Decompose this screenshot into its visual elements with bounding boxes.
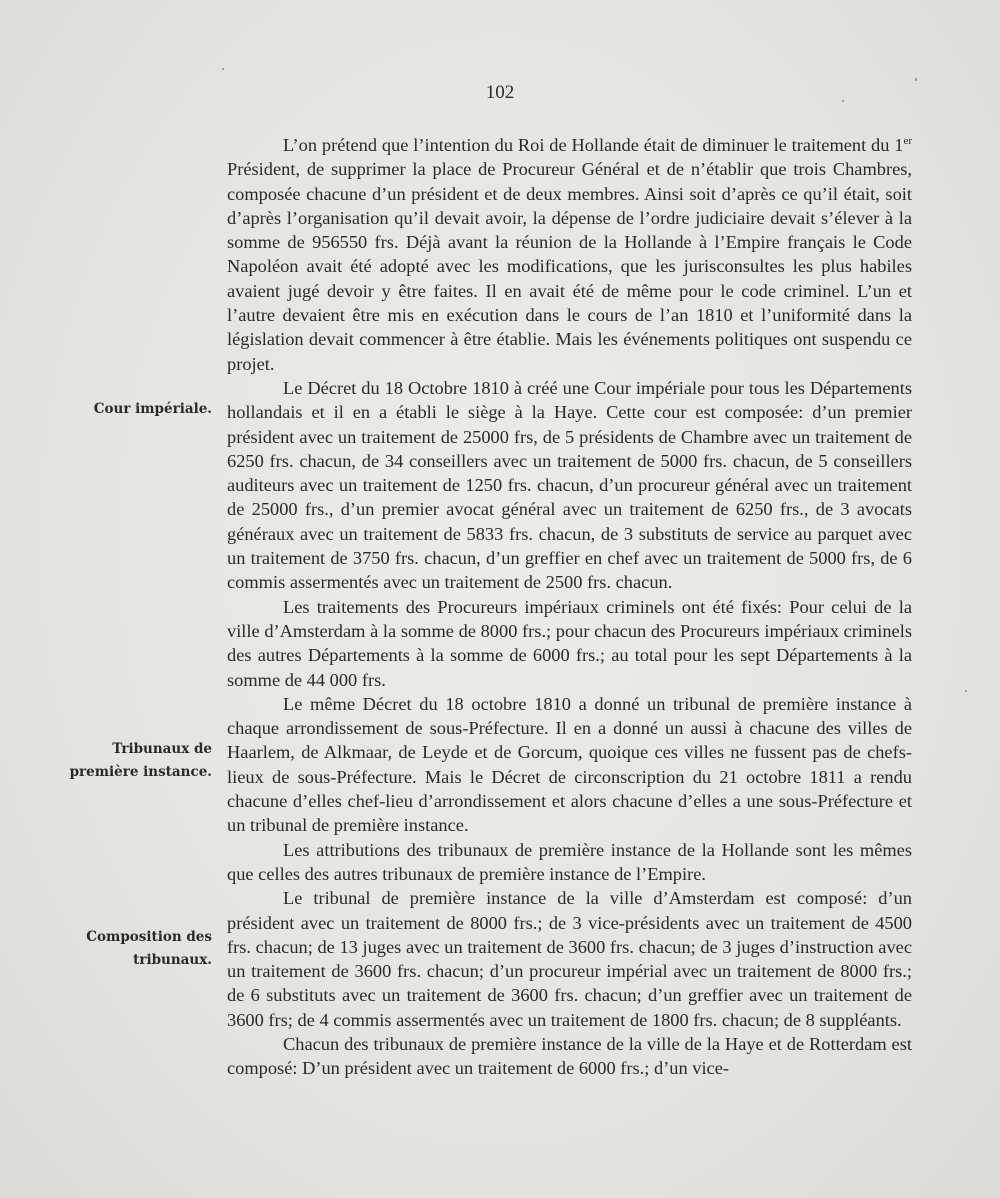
margin-note-cour-imperiale-text: Cour impériale. xyxy=(93,401,212,417)
body-text xyxy=(227,133,912,1081)
margin-note-composition-line2: tribunaux. xyxy=(133,952,212,968)
margin-note-composition xyxy=(62,926,212,972)
paper-speck xyxy=(965,690,967,692)
paragraph-1-part-a: L’on prétend que l’intention du Roi de Hollande était de diminuer le traitement du 1 xyxy=(283,135,904,155)
margin-note-tribunaux xyxy=(62,738,212,784)
paper-speck xyxy=(842,100,844,102)
paragraph-5: Les attributions des tribunaux de première instance de la Hollande sont les mêmes que celles des autres tribunaux de première instance de l’Empire. xyxy=(227,839,912,884)
margin-note-cour-imperiale xyxy=(62,398,212,421)
paragraph-4: Le même Décret du 18 octobre 1810 a donné un tribunal de première instance à chaque arrondissement de sous-Préfecture. Il en a donné un aussi à chacune des villes de Haarlem, de Alkmaar, de Leyde et de Gorcum, quoique ces villes ne fussent pas de chefs-lieux de sous-Préfecture. Mais le Décret de circonscription du 21 octobre 1811 a rendu chacune d’elles chef-lieu d’arrondissement et alors chacune d’elles a une sous-Préfecture et un tribunal de première instance. xyxy=(227,693,912,836)
superscript-er: er xyxy=(903,134,912,147)
margin-note-composition-line1: Composition des xyxy=(86,929,212,945)
paragraph-7: Chacun des tribunaux de première instance de la ville de la Haye et de Rotterdam est composé: D’un président avec un traitement de 6000 frs.; d’un vice- xyxy=(227,1033,912,1079)
paragraph-6: Le tribunal de première instance de la ville d’Amsterdam est composé: d’un président avec un traitement de 8000 frs.; de 3 vice-présidents avec un traitement de 4500 frs. chacun; de 13 juges avec un traitement de 3600 frs. chacun; de 3 juges d’instruction avec un traitement de 3600 frs. chacun; d’un procureur impérial avec un traitement de 8000 frs.; de 6 substituts avec un traitement de 3600 frs. chacun; d’un greffier avec un traitement de 3600 frs; de 4 commis assermentés avec un traitement de 1800 frs. chacun; de 8 suppléants. xyxy=(227,888,912,1030)
paper-speck xyxy=(915,78,917,81)
paragraph-1-part-b: Président, de supprimer la place de Procureur Général et de n’établir que trois Chambres, composée chacune d’un président et de deux membres. Ainsi soit d’après ce qu’il était, soit d’après l’organisation qu’il devait avoir, la dépense de l’ordre judiciaire devait s’élever à la somme de 956550 frs. Déjà avant la réunion de la Hollande à l’Empire français le Code Napoléon avait été adopté avec les modifications, que les jurisconsultes les plus habiles avaient jugé devoir y être faites. Il en avait été de même pour le code criminel. L’un et l’autre devaient être mis en exécution dans le cours de l’an 1810 et l’uniformité dans la législation devait commencer à être établie. Mais les événements politiques ont suspendu ce projet. xyxy=(227,159,912,374)
page-number: 102 xyxy=(485,82,515,103)
paragraph-1 xyxy=(227,133,912,376)
margin-note-tribunaux-line2: première instance. xyxy=(69,764,212,780)
paragraph-3: Les traitements des Procureurs impériaux criminels ont été fixés: Pour celui de la ville d’Amsterdam à la somme de 8000 frs.; pour chacun des Procureurs impériaux criminels des autres Départements à la somme de 6000 frs.; au total pour les sept Départements à la somme de 44 000 frs. xyxy=(227,596,912,690)
margin-note-tribunaux-line1: Tribunaux de xyxy=(112,741,212,757)
paper-speck xyxy=(222,68,224,70)
paragraph-2: Le Décret du 18 Octobre 1810 à créé une Cour impériale pour tous les Départements hollandais et il en a établi le siège à la Haye. Cette cour est composée: d’un premier président avec un traitement de 25000 frs, de 5 présidents de Chambre avec un traitement de 6250 frs. chacun, de 34 conseillers avec un traitement de 5000 frs. chacun, de 5 conseillers auditeurs avec un traitement de 1250 frs. chacun, d’un procureur général avec un traitement de 25000 frs., d’un premier avocat général avec un traitement de 6250 frs., de 3 avocats généraux avec un traitement de 5833 frs. chacun, de 3 substituts de service au parquet avec un traitement de 3750 frs. chacun, d’un greffier en chef avec un traitement de 5000 frs, de 6 commis assermentés avec un traitement de 2500 frs. chacun. xyxy=(227,377,912,593)
